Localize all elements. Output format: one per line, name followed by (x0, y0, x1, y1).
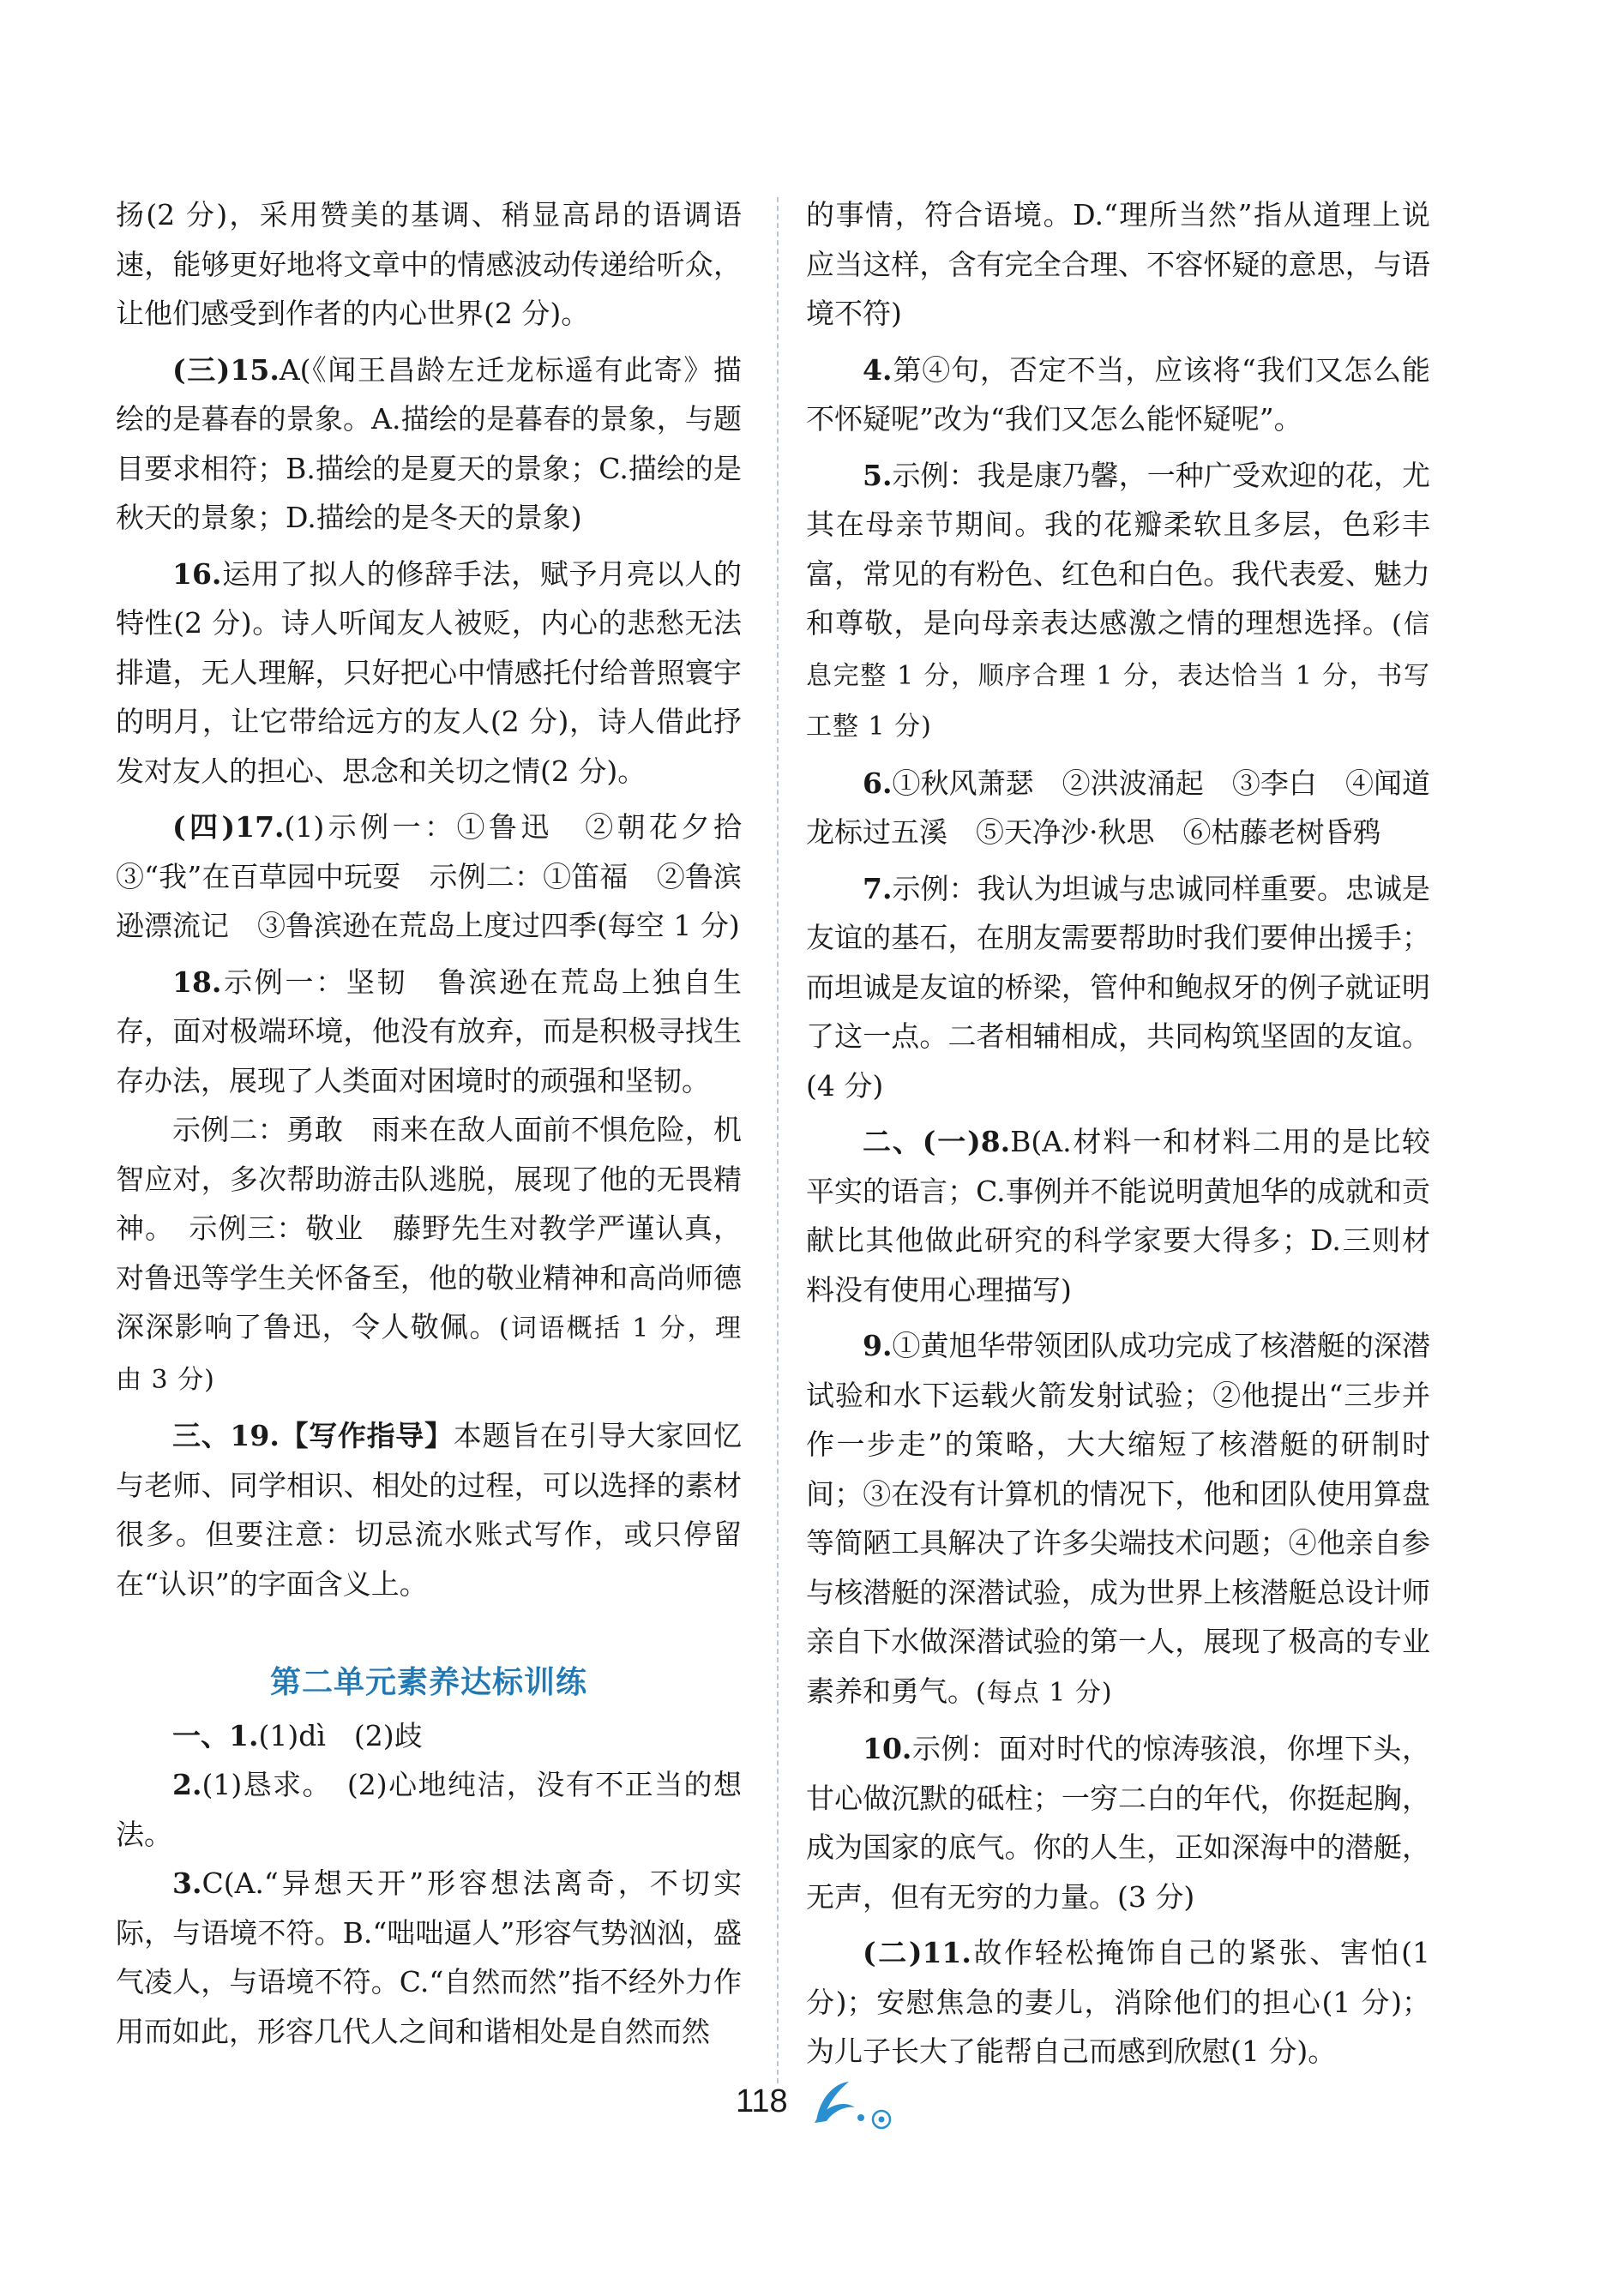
u1-label: 一、1. (172, 1718, 259, 1752)
r11-label: (二)11. (863, 1936, 971, 1969)
answer-q19 (116, 1411, 742, 1608)
q18-text-2: 示例二：勇敢 雨来在敌人面前不惧危险，机智应对，多次帮助游击队逃脱，展现了他的无畏精神。 示例三：敬业 藤野先生对教学严谨认真，对鲁迅等学生关怀备至，他的敬业精神和高尚师德深深影响了鲁迅，令人敬佩。 (116, 1113, 742, 1343)
q19-label: 三、19.【写作指导】 (172, 1419, 454, 1452)
r6-text: ①秋风萧瑟 ②洪波涌起 ③李白 ④闻道龙标过五溪 ⑤天净沙·秋思 ⑥枯藤老树昏鸦 (806, 766, 1430, 849)
q16-label: 16. (172, 556, 222, 591)
answer-r10 (806, 1724, 1430, 1921)
r6-label: 6. (863, 766, 893, 800)
q17-label: (四)17. (172, 810, 285, 844)
answer-q18 (116, 958, 742, 1106)
answer-u3 (116, 1859, 742, 2056)
r7-text: 示例：我认为坦诚与忠诚同样重要。忠诚是友谊的基石，在朋友需要帮助时我们要伸出援手；而坦诚是友谊的桥梁，管仲和鲍叔牙的例子就证明了这一点。二者相辅相成，共同构筑坚固的友谊。(4 分) (806, 871, 1430, 1103)
answer-q16 (116, 550, 742, 796)
q15-label: (三)15. (172, 352, 280, 387)
r5-label: 5. (863, 458, 893, 492)
r4-label: 4. (863, 352, 893, 387)
answer-q18-examples (116, 1105, 742, 1404)
r9-text: ①黄旭华带领团队成功完成了核潜艇的深潜试验和水下运载火箭发射试验；②他提出“三步并作一步走”的策略，大大缩短了核潜艇的研制时间；③在没有计算机的情况下，他和团队使用算盘等简陋工具解决了许多尖端技术问题；④他亲自参与核潜艇的深潜试验，成为世界上核潜艇总设计师亲自下水做深潜试验的第一人，展现了极高的专业素养和勇气。 (806, 1329, 1430, 1708)
answer-r9 (806, 1321, 1430, 1717)
answer-r4 (806, 346, 1430, 444)
u2-text: (1)恳求。 (2)心地纯洁，没有不正当的想法。 (116, 1768, 742, 1851)
answer-r6 (806, 759, 1430, 857)
answer-r7 (806, 864, 1430, 1111)
unit-title: 第二单元素养达标训练 (269, 1664, 587, 1700)
r5-score: (信息完整 1 分，顺序合理 1 分，表达恰当 1 分，书写工整 1 分) (806, 610, 1430, 742)
column-divider (777, 197, 779, 2083)
u1-text: (1)dì (2)歧 (258, 1718, 423, 1752)
answer-u2 (116, 1760, 742, 1859)
q16-text: 运用了拟人的修辞手法，赋予月亮以人的特性(2 分)。诗人听闻友人被贬，内心的悲愁无法排遣，无人理解，只好把心中情感托付给普照寰宇的明月，让它带给远方的友人(2 分)，诗人借此抒发对友人的担心、思念和关切之情(2 分)。 (116, 556, 742, 788)
page-number: 118 (736, 2083, 788, 2119)
r10-text: 示例：面对时代的惊涛骇浪，你埋下头，甘心做沉默的砥柱；一穷二白的年代，你挺起胸，成为国家的底气。你的人生，正如深海中的潜艇，无声，但有无穷的力量。(3 分) (806, 1732, 1430, 1914)
r8-text: B(A.材料一和材料二用的是比较平实的语言；C.事例并不能说明黄旭华的成就和贡献比其他做此研究的科学家要大得多；D.三则材料没有使用心理描写) (806, 1125, 1430, 1307)
u3-label: 3. (172, 1866, 202, 1900)
right-paragraph-continued: 的事情，符合语境。D.“理所当然”指从道理上说应当这样，含有完全合理、不容怀疑的意思，与语境不符) (806, 198, 1430, 330)
r9-score: (每点 1 分) (976, 1677, 1113, 1708)
q18-label: 18. (172, 965, 222, 999)
u3-text: C(A.“异想天开”形容想法离奇，不切实际，与语境不符。B.“咄咄逼人”形容气势汹汹，盛气凌人，与语境不符。C.“自然而然”指不经外力作用而如此，形容几代人之间和谐相处是自然而然 (116, 1866, 742, 2048)
u2-label: 2. (172, 1768, 202, 1801)
r10-label: 10. (863, 1732, 912, 1765)
answer-r5 (806, 451, 1430, 752)
r8-label: 二、(一)8. (863, 1125, 1011, 1158)
q17-text: (1)示例一：①鲁迅 ②朝花夕拾 ③“我”在百草园中玩耍 示例二：①笛福 ②鲁滨逊漂流记 ③鲁滨逊在荒岛上度过四季(每空 1 分) (116, 810, 771, 942)
left-paragraph-continued: 扬(2 分)，采用赞美的基调、稍显高昂的语调语速，能够更好地将文章中的情感波动传递给听众，让他们感受到作者的内心世界(2 分)。 (116, 198, 742, 330)
q15-text: A(《闻王昌龄左迁龙标遥有此寄》描绘的是暮春的景象。A.描绘的是暮春的景象，与题目要求相符；B.描绘的是夏天的景象；C.描绘的是秋天的景象；D.描绘的是冬天的景象) (116, 352, 742, 534)
right-column (806, 190, 1430, 2077)
leaf-swirl-ornament-icon (808, 2073, 902, 2133)
q18-text: 示例一：坚韧 鲁滨逊在荒岛上独自生存，面对极端环境，他没有放弃，而是积极寻找生存办法，展现了人类面对困境时的顽强和坚韧。 (116, 965, 742, 1097)
answer-r11 (806, 1928, 1430, 2077)
r7-label: 7. (863, 871, 893, 905)
q19-text: 本题旨在引导大家回忆与老师、同学相识、相处的过程，可以选择的素材很多。但要注意：切忌流水账式写作，或只停留在“认识”的字面含义上。 (116, 1419, 742, 1601)
left-column (116, 190, 771, 2056)
answer-q17 (116, 802, 771, 951)
r9-label: 9. (863, 1329, 893, 1362)
r11-text: 故作轻松掩饰自己的紧张、害怕(1 分)；安慰焦急的妻儿，消除他们的担心(1 分)；为儿子长大了能帮自己而感到欣慰(1 分)。 (806, 1936, 1430, 2068)
r5-text: 示例：我是康乃馨，一种广受欢迎的花，尤其在母亲节期间。我的花瓣柔软且多层，色彩丰富，常见的有粉色、红色和白色。我代表爱、魅力和尊敬，是向母亲表达感激之情的理想选择。 (806, 458, 1430, 640)
answer-u1 (116, 1711, 742, 1761)
answer-r8 (806, 1117, 1430, 1314)
answer-q15 (116, 346, 742, 543)
q18-score: (词语概括 1 分，理由 3 分) (116, 1313, 742, 1395)
r4-text: 第④句，否定不当，应该将“我们又怎么能不怀疑呢”改为“我们又怎么能怀疑呢”。 (806, 352, 1430, 436)
